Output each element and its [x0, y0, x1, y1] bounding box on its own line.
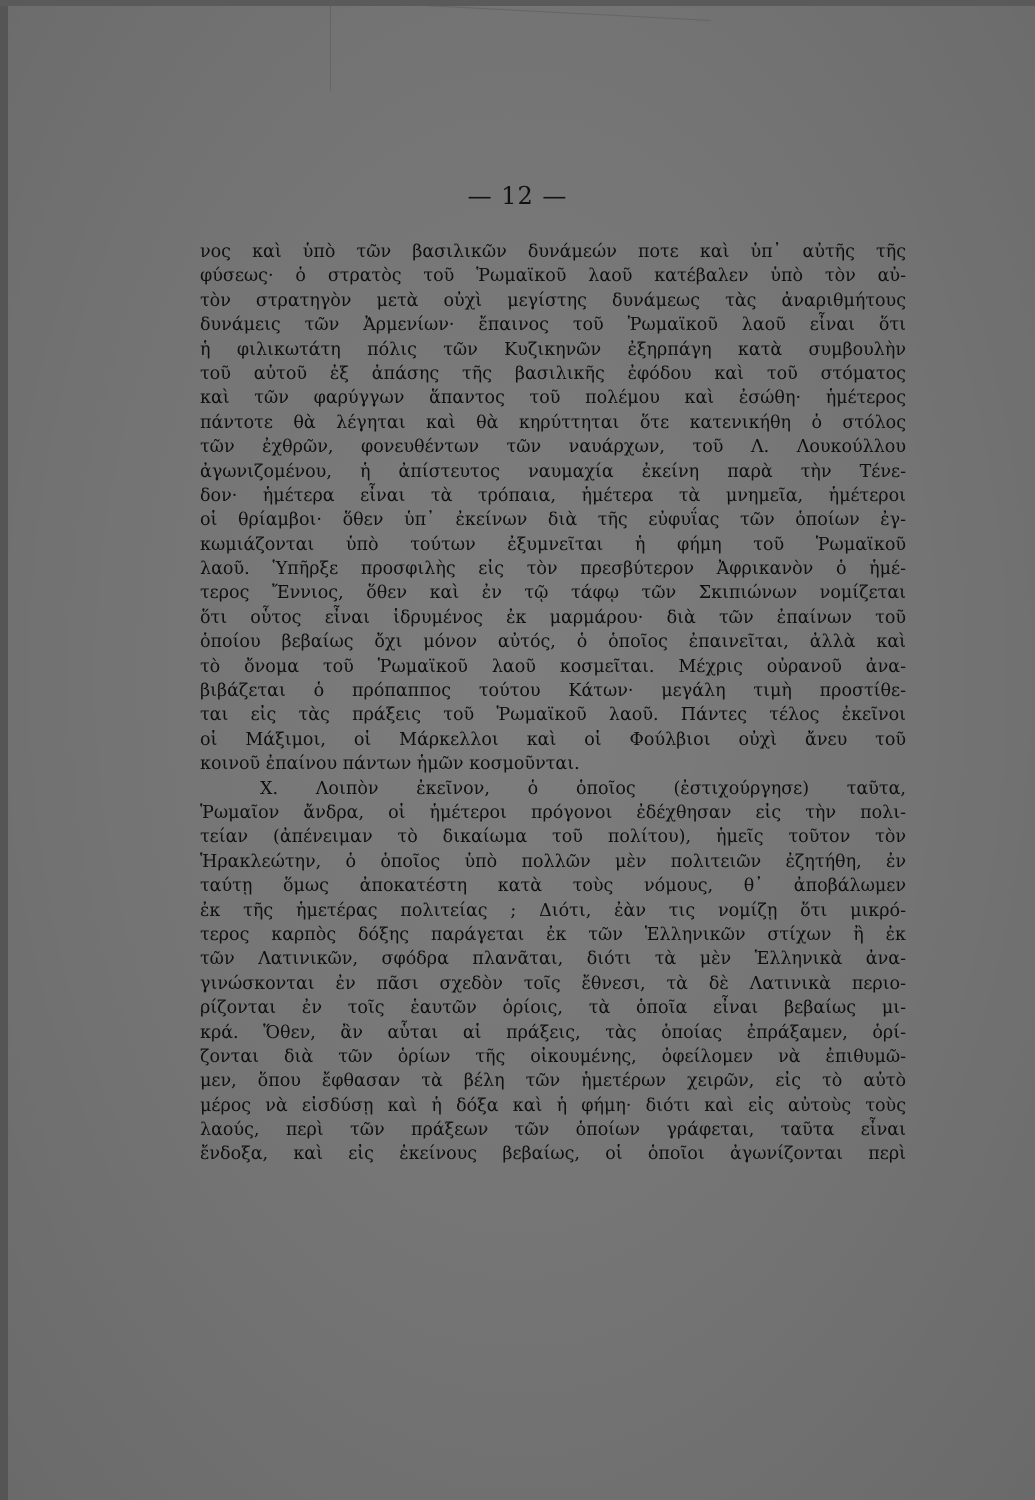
page-number: — 12 — [467, 182, 568, 210]
text-line: τῶν Λατινικῶν, σφόδρα πλανᾶται, διότι τὰ μὲν Ἑλληνικὰ ἀνα- [200, 949, 906, 970]
text-line: νος καὶ ὑπὸ τῶν βασιλικῶν δυνάμεών ποτε καὶ ὑπ᾿ αὐτῆς τῆς [200, 242, 906, 262]
text-line: τὸν στρατηγὸν μετὰ οὐχὶ μεγίστης δυνάμεως τὰς ἀναριθμήτους [200, 290, 906, 311]
text-line: ἀγωνιζομένου, ἡ ἀπίστευτος ναυμαχία ἐκείνη παρὰ τὴν Τένε- [200, 461, 906, 482]
text-line: ὁποίου βεβαίως ὄχι μόνον αὐτός, ὁ ὁποῖος ἐπαινεῖται, ἀλλὰ καὶ [200, 632, 906, 653]
text-line: ται εἰς τὰς πράξεις τοῦ Ῥωμαϊκοῦ λαοῦ. Πάντες τέλος ἐκεῖνοι [200, 705, 906, 726]
text-line: ρίζονται ἐν τοῖς ἑαυτῶν ὁρίοις, τὰ ὁποῖα εἶναι βεβαίως μι- [200, 998, 906, 1019]
text-line: λαούς, περὶ τῶν πράξεων τῶν ὁποίων γράφεται, ταῦτα εἶναι [200, 1120, 906, 1141]
body-text [200, 240, 906, 1167]
text-line: πάντοτε θὰ λέγηται καὶ θὰ κηρύττηται ὅτε κατενικήθη ὁ στόλος [200, 412, 906, 433]
text-line: ἐκ τῆς ἡμετέρας πολιτείας ; Διότι, ἐὰν τις νομίζῃ ὅτι μικρό- [200, 900, 906, 921]
text-line: κρά. Ὅθεν, ἂν αὗται αἱ πράξεις, τὰς ὁποίας ἐπράξαμεν, ὁρί- [200, 1022, 906, 1043]
text-line: τερος Ἔννιος, ὅθεν καὶ ἐν τῷ τάφῳ τῶν Σκιπιώνων νομίζεται [200, 583, 906, 604]
text-line: λαοῦ. Ὑπῆρξε προσφιλὴς εἰς τὸν πρεσβύτερον Ἀφρικανὸν ὁ ἡμέ- [200, 559, 906, 580]
text-line: τῶν ἐχθρῶν, φονευθέντων τῶν ναυάρχων, τοῦ Λ. Λουκούλλου [200, 437, 906, 458]
text-line: γινώσκονται ἐν πᾶσι σχεδὸν τοῖς ἔθνεσι, τὰ δὲ Λατινικὰ περιο- [200, 973, 906, 994]
text-line: καὶ τῶν φαρύγγων ἅπαντος τοῦ πολέμου καὶ ἐσώθη· ἡμέτερος [200, 388, 906, 409]
text-line: δον· ἡμέτερα εἶναι τὰ τρόπαια, ἡμέτερα τὰ μνημεῖα, ἡμέτεροι [200, 485, 906, 506]
text-line: φύσεως· ὁ στρατὸς τοῦ Ῥωμαϊκοῦ λαοῦ κατέβαλεν ὑπὸ τὸν αὐ- [200, 266, 906, 287]
text-line: μέρος νὰ εἰσδύσῃ καὶ ἡ δόξα καὶ ἡ φήμη· διότι καὶ εἰς αὐτοὺς τοὺς [200, 1095, 906, 1116]
text-line: ζονται διὰ τῶν ὁρίων τῆς οἰκουμένης, ὀφείλομεν νὰ ἐπιθυμῶ- [200, 1046, 906, 1067]
text-line: τοῦ αὐτοῦ ἐξ ἁπάσης τῆς βασιλικῆς ἐφόδου καὶ τοῦ στόματος [200, 363, 906, 384]
text-line: τείαν (ἀπένειμαν τὸ δικαίωμα τοῦ πολίτου), ἡμεῖς τοῦτον τὸν [200, 827, 906, 848]
text-line: Χ. Λοιπὸν ἐκεῖνον, ὁ ὁποῖος (ἐστιχούργησε) ταῦτα, [260, 778, 906, 799]
text-line: ταύτῃ ὅμως ἀποκατέστη κατὰ τοὺς νόμους, θ᾿ ἀποβάλωμεν [200, 876, 906, 897]
text-line: οἱ θρίαμβοι· ὅθεν ὑπ᾿ ἐκείνων διὰ τῆς εὐφυΐας τῶν ὁποίων ἐγ- [200, 510, 906, 531]
paper-fold-mark [330, 0, 711, 111]
text-line: Ῥωμαῖον ἄνδρα, οἱ ἡμέτεροι πρόγονοι ἐδέχθησαν εἰς τὴν πολι- [200, 802, 906, 823]
text-line: ἡ φιλικωτάτη πόλις τῶν Κυζικηνῶν ἐξηρπάγη κατὰ συμβουλὴν [200, 339, 906, 360]
text-line: δυνάμεις τῶν Ἀρμενίων· ἔπαινος τοῦ Ῥωμαϊκοῦ λαοῦ εἶναι ὅτι [200, 315, 906, 336]
text-line: κωμιάζονται ὑπὸ τούτων ἐξυμνεῖται ἡ φήμη τοῦ Ῥωμαϊκοῦ [200, 534, 906, 555]
text-line: τερος καρπὸς δόξης παράγεται ἐκ τῶν Ἑλληνικῶν στίχων ἢ ἐκ [200, 924, 906, 945]
page-edge-shadow-left [0, 0, 8, 1500]
text-line: ἔνδοξα, καὶ εἰς ἐκείνους βεβαίως, οἱ ὁποῖοι ἀγωνίζονται περὶ [200, 1144, 906, 1165]
text-line: κοινοῦ ἐπαίνου πάντων ἡμῶν κοσμοῦνται. [200, 754, 580, 775]
text-line: τὸ ὄνομα τοῦ Ῥωμαϊκοῦ λαοῦ κοσμεῖται. Μέχρις οὐρανοῦ ἀνα- [200, 656, 906, 677]
text-line: Ἡρακλεώτην, ὁ ὁποῖος ὑπὸ πολλῶν μὲν πολιτειῶν ἐζητήθη, ἐν [200, 851, 906, 872]
text-line: ὅτι οὗτος εἶναι ἱδρυμένος ἐκ μαρμάρου· διὰ τῶν ἐπαίνων τοῦ [200, 607, 906, 628]
text-line: μεν, ὅπου ἔφθασαν τὰ βέλη τῶν ἡμετέρων χειρῶν, εἰς τὸ αὐτὸ [200, 1071, 906, 1092]
page-edge-shadow-top [0, 0, 1035, 6]
text-line: βιβάζεται ὁ πρόπαππος τούτου Κάτων· μεγάλη τιμὴ προστίθε- [200, 681, 906, 702]
text-line: οἱ Μάξιμοι, οἱ Μάρκελλοι καὶ οἱ Φούλβιοι οὐχὶ ἄνευ τοῦ [200, 729, 906, 750]
